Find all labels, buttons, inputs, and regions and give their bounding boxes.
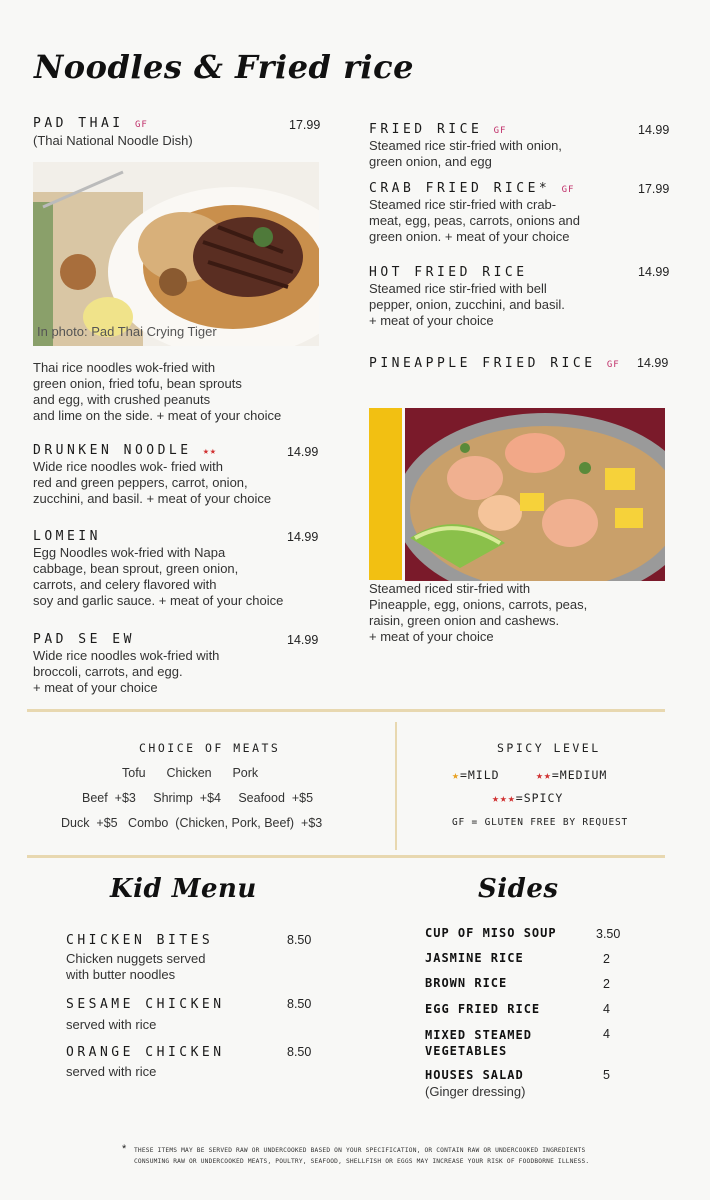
desc-line: green onion. + meat of your choice — [369, 229, 570, 244]
dish-price: 14.99 — [638, 123, 670, 137]
page-title: Noodles & Fried rice — [34, 48, 414, 86]
desc-line: + meat of your choice — [369, 313, 494, 328]
pad-thai-photo — [33, 162, 319, 346]
kid-menu-title: Kid Menu — [110, 874, 257, 904]
dish-price: 14.99 — [287, 530, 319, 544]
dish-hot-fried-rice — [369, 265, 528, 280]
desc-line: Thai rice noodles wok-fried with — [33, 360, 216, 375]
dish-desc — [369, 281, 565, 329]
dish-price: 17.99 — [638, 182, 670, 196]
pineapple-rice-photo — [405, 408, 665, 581]
desc-line: and egg, with crushed peanuts — [33, 392, 211, 407]
desc-line: Steamed rice stir-fried with crab- — [369, 197, 557, 212]
dish-name: PINEAPPLE FRIED RICE — [369, 356, 596, 371]
gf-tag: GF — [561, 185, 575, 195]
meats-heading: CHOICE OF MEATS — [139, 741, 281, 755]
spicy-label: =SPICY — [515, 791, 564, 805]
desc-line: + meat of your choice — [33, 680, 158, 695]
dish-name: PAD SE EW — [33, 632, 135, 647]
meats-row: Duck +$5 Combo (Chicken, Pork, Beef) +$3 — [61, 816, 323, 830]
dish-name: PAD THAI — [33, 116, 124, 131]
side-item-price: 2 — [603, 952, 610, 966]
side-item-name — [425, 1027, 532, 1059]
side-item-name: JASMINE RICE — [425, 951, 524, 965]
desc-line: Steamed rice stir-fried with onion, — [369, 138, 562, 153]
dish-crab-fried-rice — [369, 181, 574, 196]
vertical-divider — [395, 722, 397, 850]
section-divider — [27, 709, 665, 712]
desc-line: Egg Noodles wok-fried with Napa — [33, 545, 226, 560]
side-item-name: BROWN RICE — [425, 976, 508, 990]
dish-pineapple-fried-rice — [369, 356, 620, 371]
desc-line: Pineapple, egg, onions, carrots, peas, — [369, 597, 588, 612]
desc-line: carrots, and celery flavored with — [33, 577, 217, 592]
side-item-price: 5 — [603, 1068, 610, 1082]
meats-row: Beef +$3 Shrimp +$4 Seafood +$5 — [82, 791, 314, 805]
desc-line: cabbage, bean sprout, green onion, — [33, 561, 239, 576]
footnote-line: CONSUMING RAW OR UNDERCOOKED MEATS, POULTRY, SEAFOOD, SHELLFISH OR EGGS MAY INCREASE YOUR RISK OF FOODBORNE ILLNESS. — [134, 1158, 590, 1165]
dish-price: 14.99 — [287, 445, 319, 459]
desc-line: Steamed rice stir-fried with bell — [369, 281, 547, 296]
spicy-mild — [452, 768, 500, 782]
desc-line: + meat of your choice — [369, 629, 494, 644]
kid-item-price: 8.50 — [287, 933, 312, 947]
yellow-accent-bar — [369, 408, 402, 580]
kid-item-desc: served with rice — [66, 1017, 157, 1032]
kid-item-price: 8.50 — [287, 997, 312, 1011]
spicy-stars: ★★★ — [492, 791, 516, 805]
dish-fried-rice — [369, 122, 506, 137]
sides-title: Sides — [478, 874, 559, 904]
footnote-asterisk: * — [122, 1143, 127, 1155]
meats-row: Tofu Chicken Pork — [122, 766, 259, 780]
desc-line: broccoli, carrots, and egg. — [33, 664, 183, 679]
side-item-name: CUP OF MISO SOUP — [425, 926, 557, 940]
dish-name: FRIED RICE — [369, 122, 483, 137]
dish-price: 14.99 — [287, 633, 319, 647]
desc-line: zucchini, and basil. + meat of your choice — [33, 491, 272, 506]
spicy-medium — [536, 768, 607, 782]
dish-price: 14.99 — [637, 356, 669, 370]
dish-desc — [33, 545, 283, 609]
gf-tag: GF — [606, 360, 620, 370]
pineapple-desc — [369, 581, 587, 645]
section-divider — [27, 855, 665, 858]
pad-thai-photo-graphic — [33, 162, 319, 346]
desc-line: Wide rice noodles wok-fried with — [33, 648, 220, 663]
side-item-name: EGG FRIED RICE — [425, 1002, 541, 1016]
spicy-stars: ★★ — [202, 446, 217, 457]
kid-item-name: CHICKEN BITES — [66, 933, 214, 948]
dish-name: LOMEIN — [33, 529, 101, 544]
side-item-price: 3.50 — [596, 927, 621, 941]
desc-line: pepper, onion, zucchini, and basil. — [369, 297, 565, 312]
dish-desc — [33, 459, 271, 507]
dish-drunken-noodle — [33, 443, 217, 458]
pineapple-rice-photo-graphic — [405, 408, 665, 581]
side-name-line: VEGETABLES — [425, 1044, 508, 1058]
gf-note: GF = GLUTEN FREE BY REQUEST — [452, 817, 629, 828]
kid-item-desc: served with rice — [66, 1064, 157, 1079]
kid-item-price: 8.50 — [287, 1045, 312, 1059]
dish-price: 17.99 — [289, 118, 321, 132]
side-name-line: MIXED STEAMED — [425, 1028, 532, 1042]
medium-stars: ★★ — [536, 768, 552, 782]
desc-line: and lime on the side. + meat of your choice — [33, 408, 282, 423]
side-item-price: 4 — [603, 1027, 610, 1041]
desc-line: meat, egg, peas, carrots, onions and — [369, 213, 581, 228]
dish-name: DRUNKEN NOODLE — [33, 443, 192, 458]
spicy-spicy — [492, 791, 563, 805]
pad-thai-desc — [33, 360, 281, 424]
desc-line: green onion, and egg — [369, 154, 492, 169]
mild-star: ★ — [452, 768, 460, 782]
gf-tag: GF — [493, 126, 507, 136]
mild-label: =MILD — [459, 768, 500, 782]
desc-line: Wide rice noodles wok- fried with — [33, 459, 224, 474]
dish-desc — [369, 197, 580, 245]
dish-pad-thai — [33, 116, 148, 131]
dish-name: HOT FRIED RICE — [369, 265, 528, 280]
side-item-desc: (Ginger dressing) — [425, 1084, 526, 1099]
dish-lomein — [33, 529, 101, 544]
dish-name: CRAB FRIED RICE* — [369, 181, 551, 196]
desc-line: red and green peppers, carrot, onion, — [33, 475, 248, 490]
desc-line: raisin, green onion and cashews. — [369, 613, 560, 628]
photo-caption: In photo: Pad Thai Crying Tiger — [37, 324, 217, 339]
footnote-line: THESE ITEMS MAY BE SERVED RAW OR UNDERCOOKED BASED ON YOUR SPECIFICATION, OR CONTAIN RAW OR UNDERCOOKED INGREDIENTS — [134, 1147, 586, 1154]
kid-item-name: ORANGE CHICKEN — [66, 1045, 225, 1060]
medium-label: =MEDIUM — [551, 768, 608, 782]
dish-desc — [33, 648, 219, 696]
desc-line: soy and garlic sauce. + meat of your choice — [33, 593, 284, 608]
dish-price: 14.99 — [638, 265, 670, 279]
side-item-price: 2 — [603, 977, 610, 991]
side-item-name: HOUSES SALAD — [425, 1068, 524, 1082]
kid-item-name: SESAME CHICKEN — [66, 997, 225, 1012]
dish-subtitle: (Thai National Noodle Dish) — [33, 133, 193, 148]
desc-line: with butter noodles — [66, 967, 176, 982]
gf-tag: GF — [134, 120, 148, 130]
desc-line: Chicken nuggets served — [66, 951, 206, 966]
kid-item-desc — [66, 951, 205, 983]
desc-line: Steamed riced stir-fried with — [369, 581, 531, 596]
desc-line: green onion, fried tofu, bean sprouts — [33, 376, 242, 391]
dish-pad-se-ew — [33, 632, 135, 647]
side-item-price: 4 — [603, 1002, 610, 1016]
spicy-heading: SPICY LEVEL — [497, 741, 601, 755]
dish-desc — [369, 138, 562, 170]
